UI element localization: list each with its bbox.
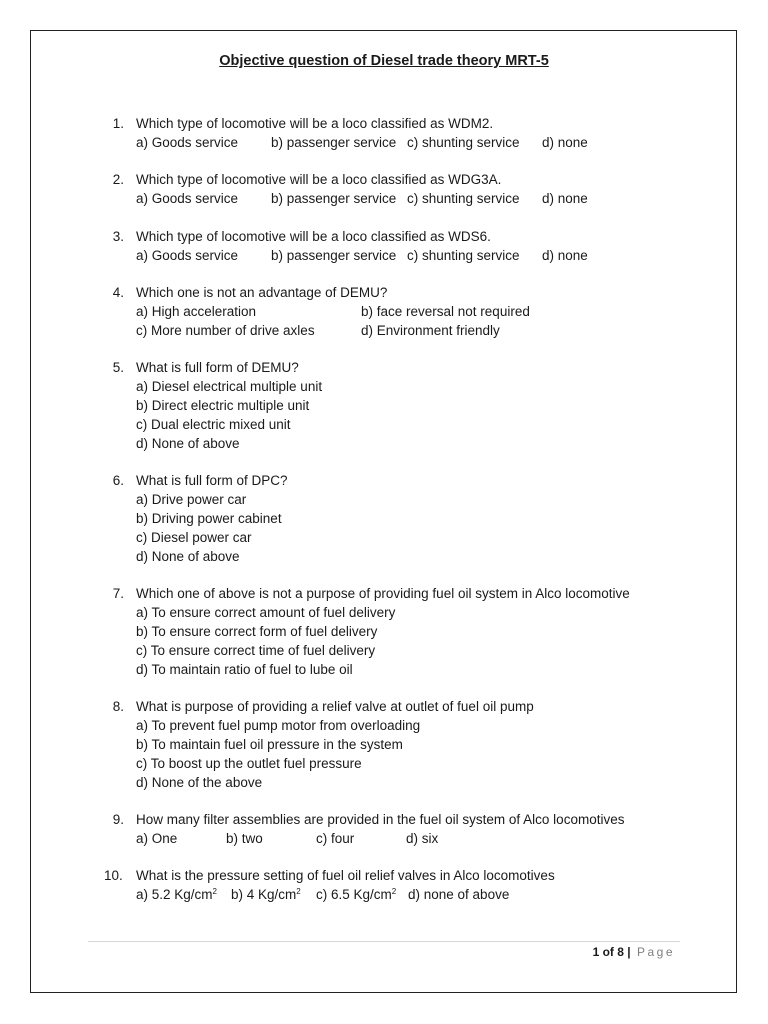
- option-c: c) four: [316, 831, 355, 846]
- option-b: b) passenger service: [271, 248, 397, 263]
- option-a: a) Drive power car: [136, 492, 247, 507]
- superscript: 2: [212, 887, 217, 896]
- question-number: 6.: [112, 473, 124, 488]
- option-d: d) none: [542, 191, 588, 206]
- question-number: 3.: [112, 229, 124, 244]
- option-d: d) none: [542, 135, 588, 150]
- question-number: 4.: [112, 285, 124, 300]
- option-d: d) None of above: [136, 549, 240, 564]
- question-text: How many filter assemblies are provided in the fuel oil system of Alco locomotives: [136, 812, 625, 827]
- superscript: 2: [391, 887, 397, 896]
- option-a: a) Goods service: [136, 191, 239, 206]
- question-text: What is purpose of providing a relief valve at outlet of fuel oil pump: [136, 699, 534, 714]
- question-text: Which type of locomotive will be a loco classified as WDG3A.: [136, 172, 502, 187]
- option-b: b) face reversal not required: [361, 304, 530, 319]
- document-title: Objective question of Diesel trade theory MRT-5: [219, 53, 549, 69]
- option-d: d) Environment friendly: [361, 323, 500, 338]
- superscript: 2: [296, 887, 301, 896]
- option-b: b) two: [226, 831, 263, 846]
- option-c: c) Dual electric mixed unit: [136, 417, 291, 432]
- option-b: b) passenger service: [271, 191, 397, 206]
- question-text: Which type of locomotive will be a loco classified as WDM2.: [136, 116, 494, 131]
- page-footer: [593, 945, 675, 959]
- option-a: a) Goods service: [136, 248, 239, 263]
- option-a: a) Diesel electrical multiple unit: [136, 379, 323, 394]
- question-text: Which one of above is not a purpose of providing fuel oil system in Alco locomotive: [136, 586, 630, 601]
- option-b: b) passenger service: [271, 135, 397, 150]
- option-text: b) 4 Kg/cm: [231, 887, 297, 902]
- option-a: a) Goods service: [136, 135, 239, 150]
- question-number: 10.: [104, 868, 123, 883]
- option-d: d) None of above: [136, 436, 240, 451]
- question-number: 2.: [112, 172, 124, 187]
- option-a: a) One: [136, 831, 178, 846]
- option-b: b) Direct electric multiple unit: [136, 398, 310, 413]
- option-a: a) High acceleration: [136, 304, 257, 319]
- option-c: c) shunting service: [407, 248, 520, 263]
- option-d: d) six: [406, 831, 439, 846]
- option-d: d) To maintain ratio of fuel to lube oil: [136, 662, 353, 677]
- option-a: a) To prevent fuel pump motor from overloading: [136, 718, 421, 733]
- page-count: 1 of 8: [592, 945, 624, 959]
- option-a: a) To ensure correct amount of fuel delivery: [136, 605, 396, 620]
- option-text: c) 6.5 Kg/cm: [316, 887, 392, 902]
- question-number: 8.: [112, 699, 124, 714]
- question-text: What is the pressure setting of fuel oil relief valves in Alco locomotives: [136, 868, 555, 883]
- option-d: d) none: [542, 248, 588, 263]
- question-number: 1.: [112, 116, 124, 131]
- option-c: c) More number of drive axles: [136, 323, 315, 338]
- question-number: 7.: [112, 586, 124, 601]
- question-text: What is full form of DEMU?: [136, 360, 299, 375]
- option-d: d) None of the above: [136, 775, 263, 790]
- option-c: [316, 887, 396, 902]
- question-number: 9.: [112, 812, 124, 827]
- option-b: b) To maintain fuel oil pressure in the system: [136, 737, 403, 752]
- footer-divider: [88, 941, 680, 942]
- question-text: What is full form of DPC?: [136, 473, 288, 488]
- question-number: 5.: [112, 360, 124, 375]
- option-b: b) Driving power cabinet: [136, 511, 282, 526]
- question-text: Which type of locomotive will be a loco classified as WDS6.: [136, 229, 491, 244]
- page-label: Page: [636, 945, 675, 959]
- option-c: c) shunting service: [407, 135, 520, 150]
- option-b: [231, 887, 301, 902]
- option-b: b) To ensure correct form of fuel delivery: [136, 624, 378, 639]
- footer-separator: |: [627, 945, 631, 959]
- option-d: d) none of above: [408, 887, 510, 902]
- option-c: c) To boost up the outlet fuel pressure: [136, 756, 362, 771]
- option-a: [136, 887, 217, 902]
- option-c: c) To ensure correct time of fuel delivery: [136, 643, 376, 658]
- option-c: c) shunting service: [407, 191, 520, 206]
- option-text: a) 5.2 Kg/cm: [136, 887, 213, 902]
- option-c: c) Diesel power car: [136, 530, 252, 545]
- question-text: Which one is not an advantage of DEMU?: [136, 285, 388, 300]
